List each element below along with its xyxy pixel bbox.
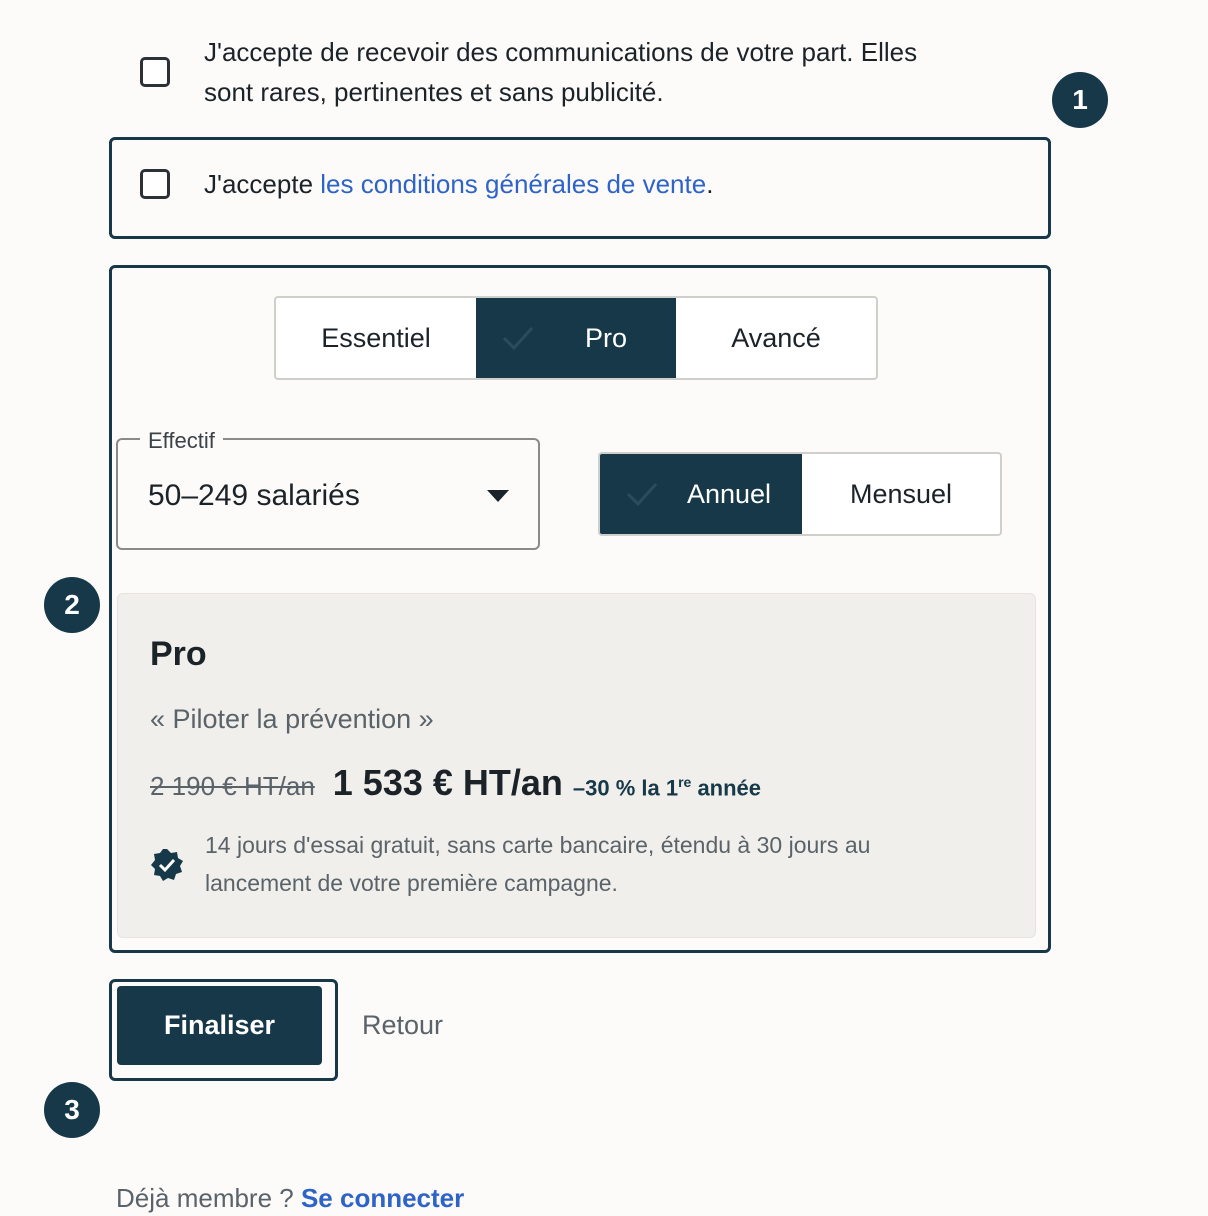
tier-selector: [274, 296, 878, 380]
login-prompt-text: Déjà membre ?: [116, 1183, 301, 1213]
trial-info: [205, 826, 870, 902]
step-badge-2: 2: [44, 577, 100, 633]
tier-option-label: Pro: [584, 322, 628, 353]
trial-info-line-2: lancement de votre première campagne.: [205, 870, 618, 896]
terms-suffix: .: [706, 169, 714, 199]
plan-summary-title: Pro: [150, 635, 207, 673]
terms-prefix: J'accepte: [204, 169, 321, 199]
plan-summary-tagline: « Piloter la prévention »: [150, 704, 434, 734]
marketing-consent-line-2: sont rares, pertinentes et sans publicité.: [204, 77, 664, 107]
billing-option-mensuel[interactable]: [802, 454, 1000, 534]
trial-info-line-1: 14 jours d'essai gratuit, sans carte bancaire, étendu à 30 jours au: [205, 832, 871, 858]
billing-option-annuel[interactable]: [600, 454, 802, 534]
discount-suffix: année: [691, 775, 762, 800]
discount-prefix: –30 % la 1: [572, 775, 679, 800]
tier-option-avance[interactable]: [676, 298, 876, 378]
back-link[interactable]: Retour: [362, 1010, 444, 1040]
terms-link[interactable]: les conditions générales de vente: [320, 169, 707, 199]
terms-consent-checkbox[interactable]: [140, 169, 170, 199]
login-prompt: [116, 1180, 464, 1216]
caret-down-icon: [487, 489, 509, 507]
headcount-select-value: 50–249 salariés: [148, 479, 360, 512]
marketing-consent-checkbox[interactable]: [140, 57, 170, 87]
billing-option-label: Mensuel: [849, 478, 953, 509]
tier-option-label: Essentiel: [321, 322, 431, 353]
current-price: 1 533 € HT/an: [332, 762, 563, 803]
old-price: 2 190 € HT/an: [150, 771, 315, 801]
step-badge-1: 1: [1052, 72, 1108, 128]
plan-price-row: [150, 762, 761, 804]
step-badge-3: 3: [44, 1082, 100, 1138]
billing-selector: [598, 452, 1002, 536]
verified-badge-icon: [150, 848, 184, 887]
tier-option-essentiel[interactable]: [276, 298, 476, 378]
tier-option-label: Avancé: [731, 322, 821, 353]
headcount-select-label: Effectif: [140, 426, 223, 456]
tier-option-pro[interactable]: [476, 298, 676, 378]
terms-consent-label: [204, 164, 713, 204]
check-icon: [500, 320, 536, 363]
login-link[interactable]: Se connecter: [300, 1183, 465, 1213]
finalize-button[interactable]: Finaliser: [117, 986, 322, 1065]
discount-superscript: re: [678, 773, 692, 790]
discount-note: [573, 774, 761, 801]
marketing-consent-line-1: J'accepte de recevoir des communications de votre part. Elles: [204, 37, 918, 67]
check-icon: [624, 476, 660, 519]
marketing-consent-label: [204, 32, 1024, 112]
billing-option-label: Annuel: [686, 478, 772, 509]
